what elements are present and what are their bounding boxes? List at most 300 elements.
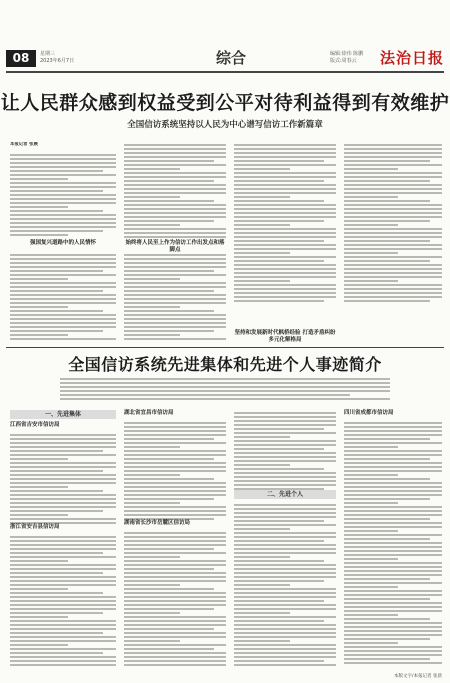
body-text-line: [344, 634, 442, 636]
body-text-line: [124, 600, 226, 602]
body-text-line: [234, 552, 336, 554]
body-text-line: [344, 212, 442, 214]
body-text-line: [234, 272, 336, 274]
body-text-line: [10, 478, 116, 480]
body-text-line: [234, 608, 336, 610]
unit-title-2: 湖北省宜昌市信访局: [124, 410, 174, 416]
body-text-line: [234, 444, 336, 446]
body-text-line: [10, 620, 116, 622]
body-text-line: [234, 588, 336, 590]
body-text-line: [234, 180, 324, 182]
body-text-line: [10, 258, 116, 260]
body-text-line: [10, 330, 103, 332]
body-text-line: [124, 438, 214, 440]
subhead-3: 坚持和发展新时代枫桥经验 打造矛盾纠纷多元化解格局: [234, 330, 336, 343]
body-text-line: [10, 322, 116, 324]
body-text-line: [124, 196, 180, 198]
body-text-line: [344, 260, 430, 262]
body-text-line: [124, 498, 214, 500]
body-text-line: [60, 390, 390, 392]
body-text-line: [124, 470, 226, 472]
body-text-line: [344, 248, 442, 250]
body-text-line: [124, 620, 226, 622]
body-text-line: [124, 172, 226, 174]
body-text-line: [10, 442, 116, 444]
body-text-line: [10, 628, 116, 630]
body-text-line: [10, 458, 68, 460]
body-text-line: [234, 228, 336, 230]
body-text-line: [124, 486, 226, 488]
body-text-line: [10, 306, 68, 308]
body-text-line: [124, 640, 180, 642]
body-text-line: [234, 448, 324, 450]
body-text-line: [344, 280, 398, 282]
body-text-line: [234, 416, 336, 418]
body-text-line: [124, 442, 226, 444]
body-text-line: [234, 168, 290, 170]
body-text-line: [234, 212, 336, 214]
body-text-line: [124, 584, 180, 586]
body-text-line: [10, 450, 103, 452]
body-text-line: [344, 626, 442, 628]
body-text-line: [234, 452, 336, 454]
body-text-line: [344, 438, 430, 440]
body-text-line: [10, 206, 68, 208]
body-text-line: [124, 318, 226, 320]
body-text-line: [234, 300, 324, 302]
body-text-line: [344, 558, 398, 560]
body-text-line: [124, 592, 226, 594]
body-text-line: [124, 568, 214, 570]
body-text-line: [234, 516, 336, 518]
body-text-line: [124, 466, 226, 468]
body-text-line: [234, 616, 336, 618]
body-text-line: [234, 156, 336, 158]
body-text-line: [10, 482, 116, 484]
body-text-line: [124, 536, 226, 538]
body-text-line: [344, 598, 430, 600]
body-text-line: [10, 640, 116, 642]
section-title: 综合: [215, 49, 246, 67]
body-text-line: [234, 648, 336, 650]
body-text-line: [234, 520, 324, 522]
page-header: [6, 48, 444, 70]
body-text-line: [234, 580, 324, 582]
body-text-line: [344, 622, 442, 624]
unit-text-4: [10, 534, 116, 668]
body-text-line: [234, 220, 324, 222]
body-text-line: [10, 568, 116, 570]
body-text-line: [234, 176, 336, 178]
body-text-line: [344, 594, 442, 596]
unit-title-3: 四川省成都市信访局: [344, 410, 394, 416]
body-text-line: [344, 578, 430, 580]
body-text-line: [124, 608, 214, 610]
body-text-line: [10, 310, 103, 312]
body-text-line: [344, 522, 442, 524]
body-text-line: [10, 648, 116, 650]
body-text-line: [124, 450, 226, 452]
body-text-line: [10, 286, 116, 288]
body-text-line: [234, 512, 336, 514]
body-text-line: [344, 144, 442, 146]
body-text-line: [234, 540, 324, 542]
body-text-line: [234, 148, 336, 150]
body-text-line: [124, 168, 180, 170]
body-text-line: [124, 648, 214, 650]
body-text-line: [234, 268, 336, 270]
body-text-line: [234, 216, 336, 218]
body-text-line: [124, 310, 214, 312]
body-text-line: [124, 164, 226, 166]
body-text-line: [344, 650, 442, 652]
body-text-line: [344, 284, 442, 286]
body-text-line: [124, 180, 214, 182]
body-text-line: [124, 532, 226, 534]
body-text-line: [60, 378, 390, 380]
body-text-line: [124, 338, 226, 340]
body-text-line: [234, 232, 336, 234]
body-text-line: [124, 632, 226, 634]
body-text-line: [344, 450, 442, 452]
body-text-line: [344, 610, 442, 612]
body-text-line: [234, 484, 336, 486]
body-text-line: [124, 306, 180, 308]
body-text-line: [234, 224, 290, 226]
body-text-line: [234, 508, 336, 510]
body-text-line: [234, 252, 290, 254]
body-text-line: [60, 398, 390, 400]
body-text-line: [344, 554, 442, 556]
body-text-line: [124, 616, 226, 618]
body-text-line: [344, 538, 430, 540]
body-text-line: [124, 160, 214, 162]
body-text-line: [234, 152, 336, 154]
body-text-line: [344, 478, 430, 480]
body-text-line: [344, 192, 442, 194]
body-text-line: [234, 256, 336, 258]
body-text-line: [344, 494, 442, 496]
body-text-line: [10, 178, 68, 180]
body-text-line: [10, 564, 116, 566]
body-text-line: [124, 454, 226, 456]
body-text-line: [10, 234, 68, 236]
body-text-line: [234, 280, 290, 282]
body-text-line: [10, 182, 116, 184]
body-text-line: [10, 454, 116, 456]
header-rule: [6, 71, 444, 73]
body-text-line: [344, 646, 442, 648]
body-text-line: [234, 600, 324, 602]
body-text-line: [234, 564, 336, 566]
body-text-line: [344, 180, 430, 182]
body-text-line: [60, 386, 390, 388]
body-text-line: [124, 544, 226, 546]
body-text-line: [344, 268, 442, 270]
body-text-line: [10, 222, 116, 224]
body-text-line: [234, 164, 336, 166]
body-text-line: [344, 462, 442, 464]
body-text-line: [234, 560, 324, 562]
body-text-line: [10, 198, 116, 200]
body-text-line: [234, 292, 336, 294]
body-text-line: [344, 590, 442, 592]
body-text-line: [60, 382, 390, 384]
body-text-line: [124, 302, 226, 304]
body-text-line: [124, 156, 226, 158]
body-text-line: [344, 240, 430, 242]
body-text-line: [10, 226, 116, 228]
body-text-line: [344, 446, 398, 448]
body-text-line: [10, 510, 103, 512]
body-text-line: [10, 536, 116, 538]
body-text-line: [10, 616, 68, 618]
body-text-line: [344, 188, 442, 190]
body-text-line: [344, 216, 442, 218]
body-text-line: [124, 462, 226, 464]
body-text-line: [344, 156, 442, 158]
individual-text-2: [344, 420, 442, 666]
body-text-line: [10, 588, 68, 590]
body-text-line: [10, 612, 103, 614]
body-text-line: [344, 550, 442, 552]
body-text-line: [10, 486, 68, 488]
body-text-line: [10, 170, 103, 172]
footer-credit: 本版文字/本报记者 张晨: [394, 674, 442, 679]
body-text-line: [124, 446, 180, 448]
body-text-line: [124, 282, 226, 284]
body-text-line: [124, 188, 226, 190]
body-text-line: [234, 264, 336, 266]
body-text-line: [234, 428, 324, 430]
body-text-line: [344, 422, 442, 424]
body-text-line: [344, 200, 430, 202]
body-text-line: [234, 548, 336, 550]
body-text-line: [234, 652, 336, 654]
body-text-line: [10, 652, 103, 654]
body-text-line: [234, 664, 336, 666]
body-text-line: [344, 606, 442, 608]
body-text-line: [10, 214, 116, 216]
body-text-line: [124, 588, 214, 590]
body-text-line: [10, 334, 68, 336]
body-text-line: [10, 314, 116, 316]
body-text-line: [344, 658, 430, 660]
body-text-line: [10, 552, 103, 554]
body-text-line: [344, 498, 430, 500]
body-text-line: [344, 638, 430, 640]
body-text-line: [344, 518, 430, 520]
body-text-line: [124, 430, 226, 432]
body-text-line: [124, 664, 226, 666]
body-text-line: [344, 562, 442, 564]
body-text-line: [10, 584, 116, 586]
body-text-line: [344, 256, 442, 258]
body-text-line: [124, 434, 226, 436]
body-text-line: [344, 232, 442, 234]
body-text-line: [124, 204, 226, 206]
body-text-line: [344, 466, 442, 468]
subheadline-main: 全国信访系统坚持以人民为中心谱写信访工作新篇章: [127, 120, 323, 130]
body-text-line: [344, 220, 430, 222]
body-text-line: [344, 196, 398, 198]
body-text-line: [124, 212, 226, 214]
body-text-line: [344, 614, 398, 616]
body-text-line: [60, 394, 350, 396]
body-text-line: [234, 276, 336, 278]
editor-credit: 编辑:徐伟 陈鹏: [330, 51, 364, 57]
body-text-line: [124, 334, 180, 336]
body-text-line: [344, 426, 442, 428]
body-text-line: [10, 592, 103, 594]
body-text-line: [10, 644, 68, 646]
body-text-line: [234, 536, 336, 538]
body-text-line: [10, 218, 116, 220]
body-text-line: [234, 236, 336, 238]
body-text-line: [234, 624, 336, 626]
body-text-line: [344, 292, 442, 294]
body-text-line: [344, 184, 442, 186]
body-text-line: [124, 612, 180, 614]
body-text-line: [10, 580, 116, 582]
body-text-line: [344, 236, 442, 238]
subhead-1: 强国复兴道路中的人民情怀: [29, 240, 96, 246]
body-text-line: [124, 660, 226, 662]
body-text-line: [344, 296, 442, 298]
body-text-line: [234, 584, 290, 586]
body-text-line: [234, 440, 336, 442]
body-text-line: [234, 640, 290, 642]
body-text-line: [234, 200, 324, 202]
body-text-line: [124, 144, 226, 146]
unit-text-5: [124, 530, 226, 668]
body-text-line: [10, 298, 116, 300]
body-text-line: [124, 262, 226, 264]
body-text-line: [344, 502, 398, 504]
body-text-line: [344, 224, 398, 226]
body-text-line: [234, 412, 336, 414]
body-text-line: [234, 544, 336, 546]
body-text-line: [10, 470, 103, 472]
body-text-line: [124, 552, 226, 554]
body-text-line: [124, 286, 226, 288]
body-text-line: [10, 262, 116, 264]
body-text-line: [344, 454, 442, 456]
body-text-line: [234, 208, 336, 210]
unit-title-1: 江西省吉安市信访局: [10, 422, 60, 428]
body-text-line: [124, 290, 214, 292]
body-text-line: [124, 298, 226, 300]
body-text-line: [10, 466, 116, 468]
body-text-line: [124, 506, 226, 508]
article1-column-1b: [10, 252, 116, 342]
body-text-line: [124, 540, 226, 542]
body-text-line: [234, 612, 290, 614]
body-text-line: [344, 486, 442, 488]
body-text-line: [10, 274, 116, 276]
body-text-line: [10, 548, 116, 550]
article1-column-1: [10, 152, 116, 238]
body-text-line: [124, 474, 180, 476]
unit-text-1: [10, 432, 116, 524]
body-text-line: [344, 482, 442, 484]
article1-column-4: [344, 142, 442, 342]
body-text-line: [10, 302, 116, 304]
body-text-line: [10, 166, 116, 168]
body-text-line: [10, 608, 116, 610]
body-text-line: [10, 174, 116, 176]
body-text-line: [234, 628, 336, 630]
body-text-line: [10, 462, 116, 464]
body-text-line: [124, 652, 226, 654]
page-number: 08: [6, 50, 36, 67]
body-text-line: [124, 254, 226, 256]
article-divider: [6, 347, 444, 348]
body-text-line: [344, 514, 442, 516]
body-text-line: [344, 630, 442, 632]
body-text-line: [10, 604, 116, 606]
body-text-line: [10, 186, 116, 188]
body-text-line: [10, 158, 116, 160]
body-text-line: [344, 164, 442, 166]
body-text-line: [234, 196, 290, 198]
body-text-line: [344, 574, 442, 576]
body-text-line: [124, 176, 226, 178]
body-text-line: [124, 200, 214, 202]
body-text-line: [10, 434, 116, 436]
body-text-line: [234, 468, 324, 470]
issue-weekday: 星期三: [40, 51, 56, 57]
body-text-line: [10, 162, 116, 164]
body-text-line: [10, 202, 116, 204]
body-text-line: [124, 548, 214, 550]
body-text-line: [124, 322, 226, 324]
body-text-line: [10, 282, 116, 284]
body-text-line: [10, 556, 116, 558]
body-text-line: [344, 526, 442, 528]
body-text-line: [344, 458, 430, 460]
body-text-line: [124, 510, 226, 512]
body-text-line: [344, 276, 442, 278]
body-text-line: [10, 624, 116, 626]
body-text-line: [124, 572, 226, 574]
body-text-line: [124, 314, 226, 316]
body-text-line: [124, 458, 214, 460]
body-text-line: [10, 632, 103, 634]
body-text-line: [10, 338, 116, 340]
body-text-line: [234, 620, 324, 622]
body-text-line: [124, 560, 226, 562]
body-text-line: [234, 592, 336, 594]
article1-column-2b: [124, 252, 226, 342]
body-text-line: [10, 544, 116, 546]
body-text-line: [10, 266, 116, 268]
body-text-line: [124, 270, 214, 272]
body-text-line: [234, 260, 324, 262]
body-text-line: [124, 258, 226, 260]
body-text-line: [124, 274, 226, 276]
body-text-line: [344, 148, 442, 150]
headline-second: 全国信访系统先进集体和先进个人事迹简介: [68, 355, 382, 374]
body-text-line: [234, 172, 336, 174]
body-text-line: [124, 490, 226, 492]
body-text-line: [344, 152, 442, 154]
body-text-line: [124, 220, 214, 222]
body-text-line: [10, 494, 116, 496]
body-text-line: [124, 294, 226, 296]
body-text-line: [234, 656, 336, 658]
subhead-2: 始终将人民至上作为信访工作出发点和落脚点: [125, 240, 225, 253]
